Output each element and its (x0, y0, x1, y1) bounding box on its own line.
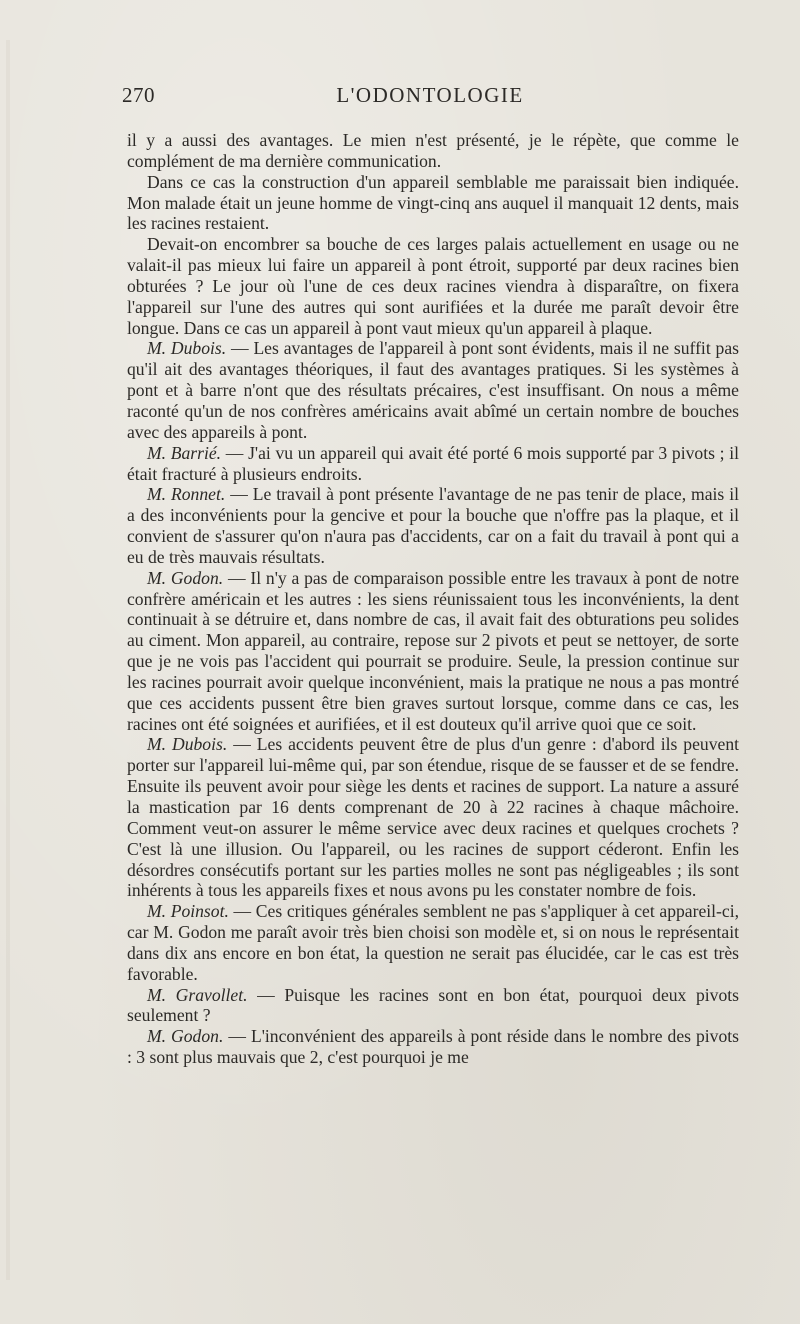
dialogue-paragraph: M. Godon. — L'inconvénient des appareils à pont réside dans le nombre des pivots : 3 sont plus mauvais que 2, c'est pourquoi je me (127, 1026, 739, 1068)
page-edge-shadow (6, 40, 10, 1280)
speaker-name: M. Godon. (147, 1026, 224, 1047)
dialogue-paragraph: M. Barrié. — J'ai vu un appareil qui avait été porté 6 mois supporté par 3 pivots ; il était fracturé à plusieurs endroits. (127, 442, 739, 484)
paragraph: il y a aussi des avantages. Le mien n'est présenté, je le répète, que comme le complément de ma dernière communication. (127, 130, 739, 171)
speaker-name: M. Barrié. (147, 442, 222, 463)
page-number: 270 (122, 83, 155, 107)
speaker-name: M. Dubois. (147, 338, 227, 359)
body-text (127, 130, 739, 1068)
speaker-name: M. Dubois. (147, 734, 228, 755)
dialogue-paragraph: M. Dubois. — Les avantages de l'appareil à pont sont évidents, mais il ne suffit pas qu'il ait des avantages théoriques, il faut des avantages pratiques. Si les systèmes à pont et à barre n'ont que des résultats précaires, c'est insuffisant. On nous a même raconté qu'un de nos confrères américains avait abîmé un certain nombre de bouches avec des appareils à pont. (127, 338, 740, 442)
dialogue-paragraph: M. Ronnet. — Le travail à pont présente l'avantage de ne pas tenir de place, mais il a des inconvénients pour la gencive et pour la bouche que n'offre pas la plaque, et il convient de s'assurer qu'on n'aura pas d'accidents, car on a fait du travail à pont qui a eu de très mauvais résultats. (127, 484, 740, 567)
paragraph: Devait-on encombrer sa bouche de ces larges palais actuellement en usage ou ne valait-il pas mieux lui faire un appareil à pont étroit, supporté par deux racines bien obturées ? Le jour où l'une de ces deux racines viendra à disparaître, on fixera l'appareil sur l'une des autres qui sont aurifiées et la durée me paraît devoir être longue. Dans ce cas un appareil à pont vaut mieux qu'un appareil à plaque. (127, 234, 739, 338)
dialogue-paragraph: M. Gravollet. — Puisque les racines sont en bon état, pourquoi deux pivots seulement ? (127, 984, 739, 1026)
dialogue-paragraph: M. Poinsot. — Ces critiques générales semblent ne pas s'appliquer à cet appareil-ci, car M. Godon me paraît avoir très bien choisi son modèle et, si on nous le représentait dans dix ans encore en bon état, la question ne serait pas élucidée, car le cas est très favorable. (127, 901, 739, 984)
speaker-name: M. Poinsot. (147, 901, 229, 922)
dialogue-paragraph: M. Dubois. — Les accidents peuvent être de plus d'un genre : d'abord ils peuvent porter sur l'appareil lui-même qui, par son étendue, risque de se fausser et de se fendre. Ensuite ils peuvent avoir pour siège les dents et racines de support. La nature a assuré la mastication par 16 dents comprenant de 20 à 22 racines à chaque mâchoire. Comment veut-on assurer le même service avec deux racines et quelques crochets ? C'est là une illusion. Ou l'appareil, ou les racines de support céderont. Enfin les désordres consécutifs portant sur les parties molles ne sont pas négligeables ; ils sont inhérents à tous les appareils fixes et nous avons pu les constater nombre de fois. (127, 734, 739, 901)
speaker-name: M. Ronnet. (147, 484, 226, 505)
speaker-name: M. Godon. (147, 567, 224, 588)
speaker-name: M. Gravollet. (147, 984, 248, 1005)
journal-title: L'ODONTOLOGIE (336, 83, 524, 107)
running-head (122, 83, 738, 113)
paragraph: Dans ce cas la construction d'un appareil semblable me paraissait bien indiquée. Mon malade était un jeune homme de vingt-cinq ans auquel il manquait 12 dents, mais les racines restaient. (127, 171, 739, 234)
dialogue-paragraph: M. Godon. — Il n'y a pas de comparaison possible entre les travaux à pont de notre confrère américain et les autres : les siens réunissaient tous les inconvénients, la dent continuait à se détruire et, dans nombre de cas, il avait fait des obturations peu solides au ciment. Mon appareil, au contraire, repose sur 2 pivots et peut se nettoyer, de sorte que je ne vois pas l'accident qui pourrait se produire. Seule, la pression continue sur les racines pourrait avoir quelque inconvénient, mais la pratique ne nous a pas montré que ces accidents pussent être bien graves surtout lorsque, comme dans ce cas, les racines ont été soignées et aurifiées, et il est douteux qu'il arrive quoi que ce soit. (127, 567, 740, 734)
